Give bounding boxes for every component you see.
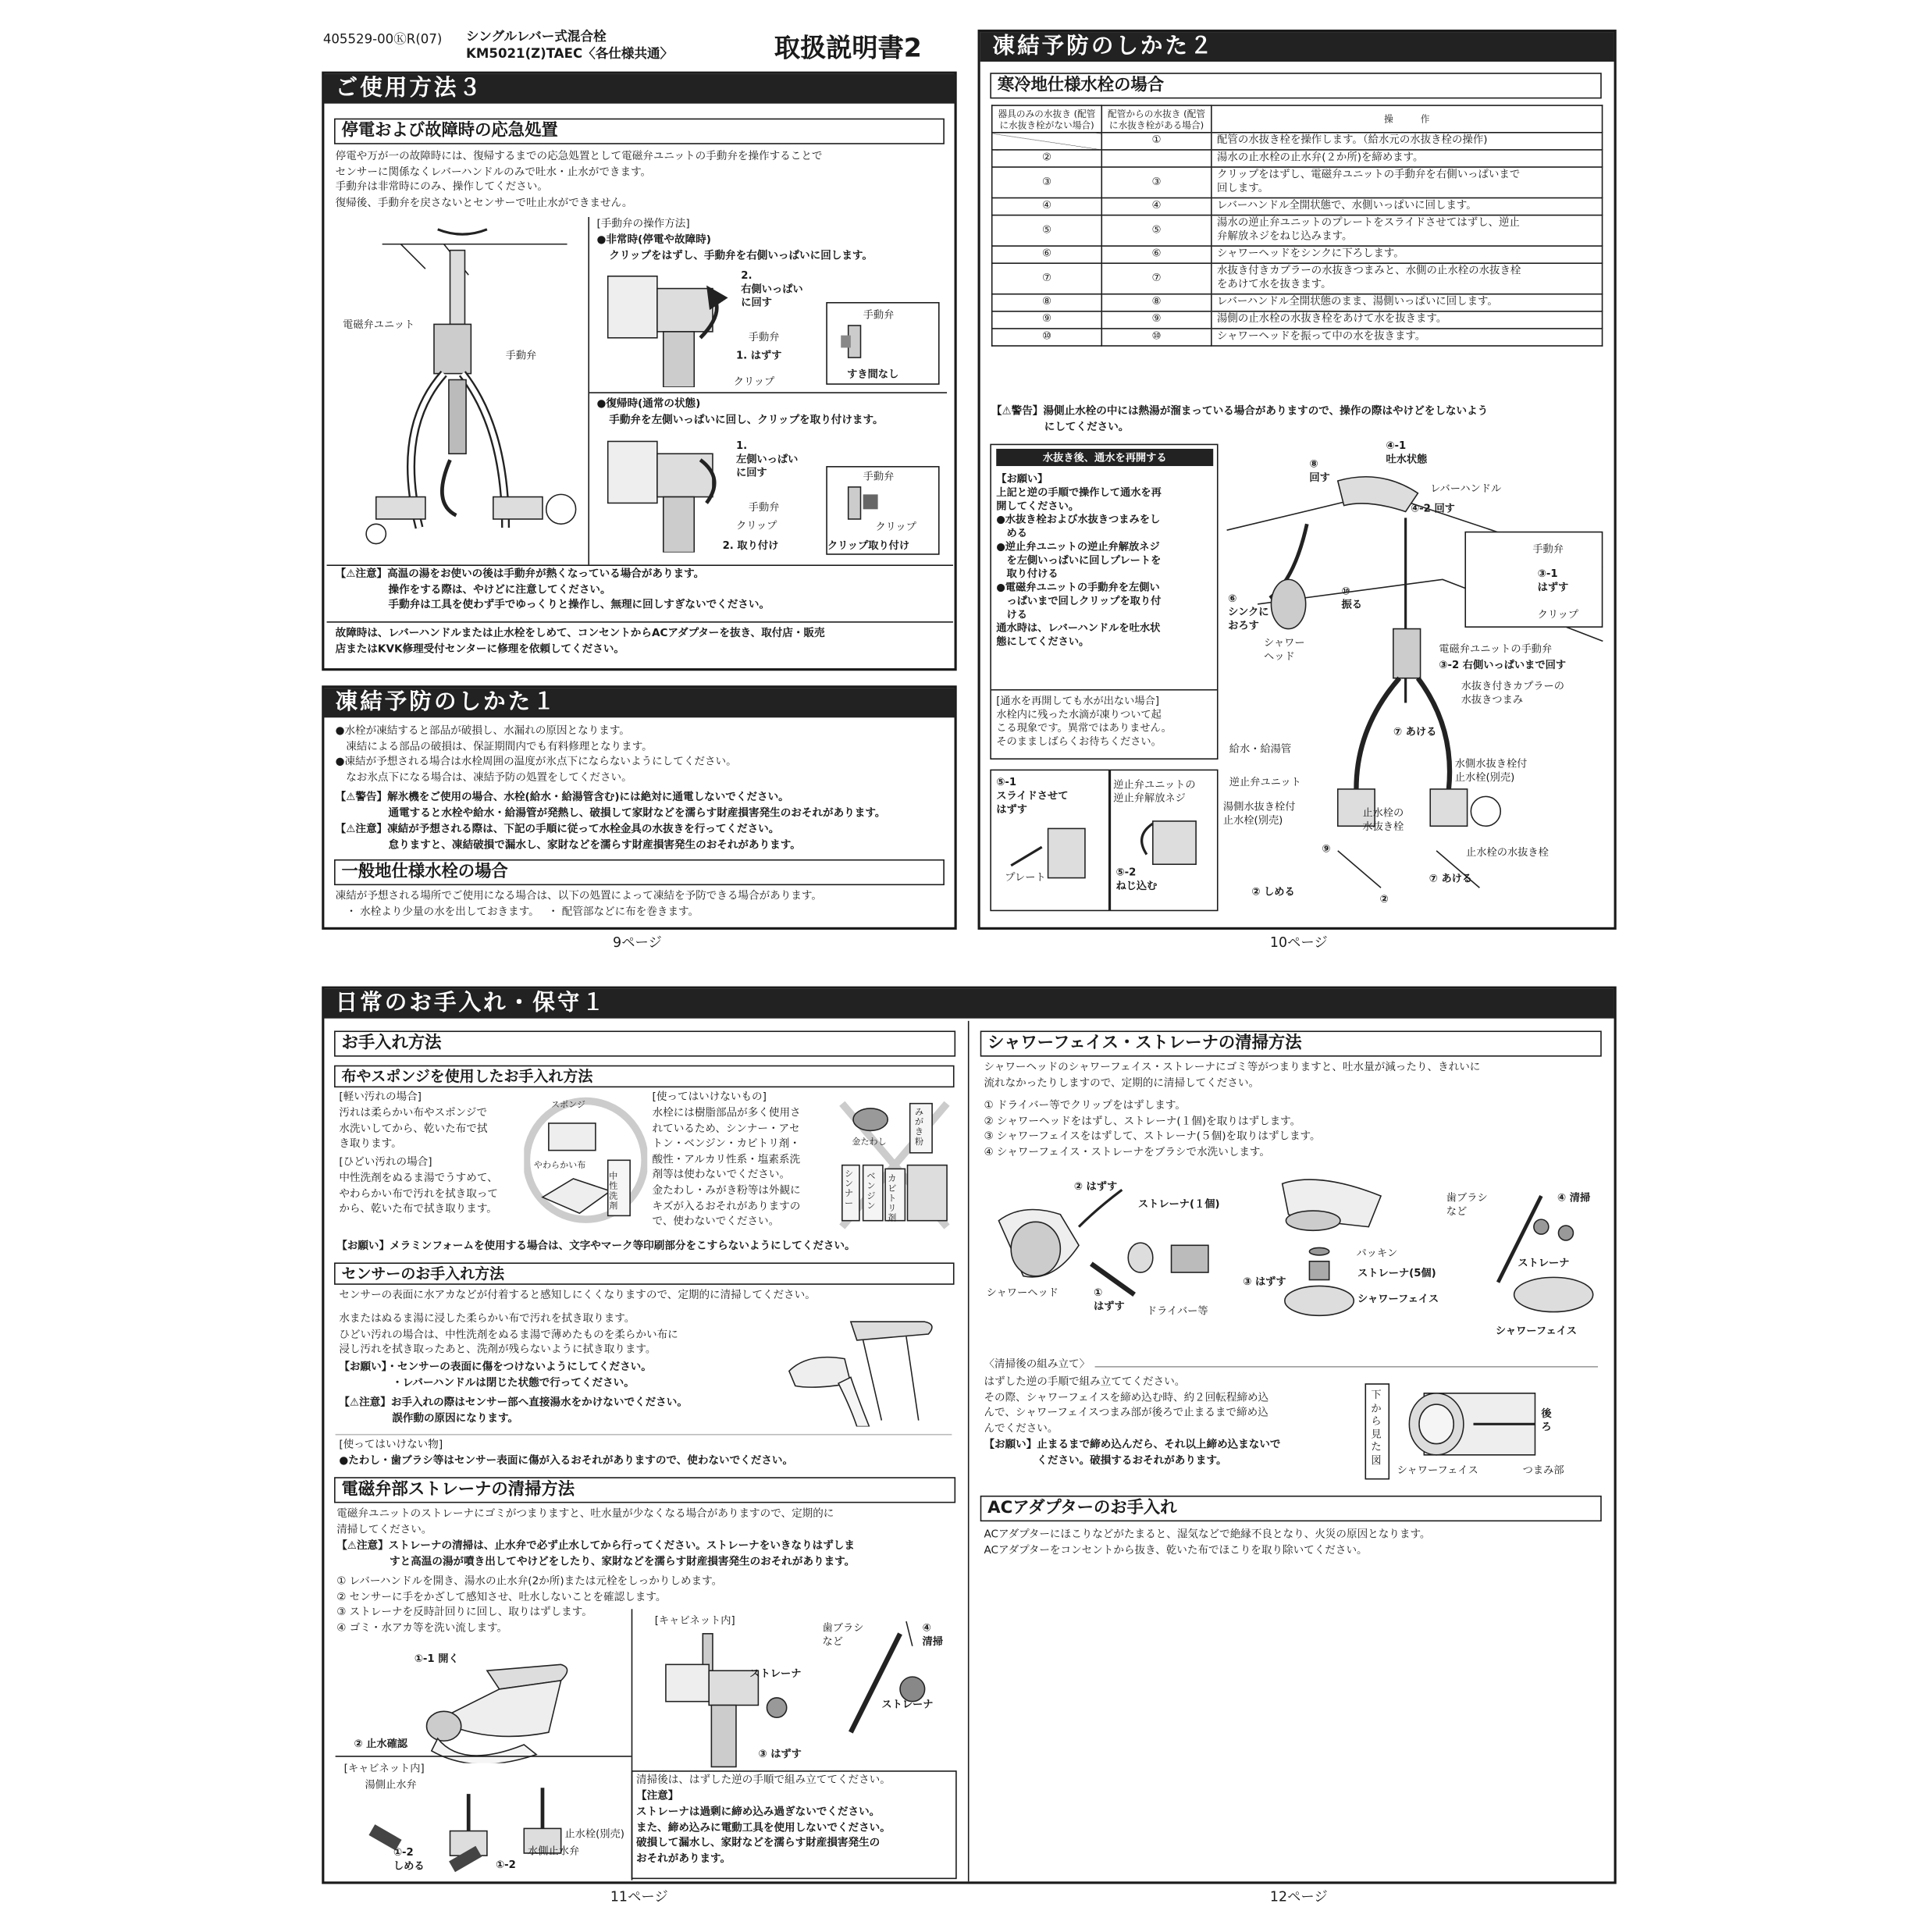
fig-step2-remove: ② はずす [1073, 1179, 1118, 1193]
fig-step4-clean: ④ 清掃 [922, 1621, 943, 1648]
sensor-care-request: 【お願い】・センサーの表面に傷をつけないようにしてください。 ・レバーハンドルは閉じた状態で行ってください。 [339, 1361, 652, 1389]
fig-stop-valve-sold: 止水栓(別売) [564, 1827, 624, 1840]
fig-hot-stop-valve: 湯側止水弁 [365, 1777, 417, 1791]
emg-step2: 2. 右側いっぱい に回す [741, 269, 803, 308]
sensor-ng-divider [336, 1434, 952, 1436]
sensor-care-caution: 【⚠注意】お手入れの際はセンサー部へ直接湯水をかけないでください。 誤作動の原因になります。 [339, 1397, 688, 1425]
recovery-desc: 手動弁を左側いっぱいに回し、クリップを取り付けます。 [609, 414, 884, 427]
th-pipe-drain: 配管からの水抜き (配管に水抜き栓がある場合) [1101, 105, 1212, 133]
sensor-care-body: 水またはぬるま湯に浸した柔らかい布で汚れを拭き取ります。 ひどい汚れの場合は、中性洗剤をぬるま湯で薄めたものを柔らかい布に 浸し汚れを拭き取ったあと、洗剤が残らないように拭き取ります。 [339, 1313, 678, 1357]
emg-clip-label: クリップ [733, 375, 775, 387]
drain-ops-row [992, 215, 1603, 246]
p11-12-divider [968, 1021, 970, 1881]
fig-coupler-knob: 水抜き付きカプラーの 水抜きつまみ [1461, 679, 1564, 706]
emg-valve-detail-label: 手動弁 [863, 308, 895, 321]
ac-adapter-body: ACアダプターにほこりなどがたまると、湿気などで絶縁不良となり、火災の原因となります。 ACアダプターをコンセントから抜き、乾いた布でほこりを取り除いてください。 [984, 1528, 1431, 1557]
faucet-pipes-figure [333, 219, 585, 558]
rec-valve-detail-label: 手動弁 [863, 469, 895, 482]
strainer-intro: 電磁弁ユニットのストレーナにゴミがつまりますと、吐水量が少なくなる場合がありますので、定期的に 清掃してください。 [336, 1507, 834, 1536]
fig-strainer-1: ストレーナ(１個) [1137, 1197, 1220, 1210]
assembly-body: はずした逆の手順で組み立ててください。 その際、シャワーフェイスを締め込む時、約２回転程締め込 んで、シャワーフェイスつまみ部が後ろで止まるまで締め込 んでください。 [984, 1375, 1269, 1436]
assembly-request: 【お願い】止まるまで締め込んだら、それ以上締め込まないで ください。破損するおそれがあります。 [984, 1439, 1281, 1467]
label-solenoid-unit: 電磁弁ユニット [343, 318, 415, 331]
fig-cold-stop-valve: 水側水抜き栓付 止水栓(別売) [1454, 756, 1528, 783]
drain-ops-cell-b: ⑥ [1101, 246, 1212, 263]
fig-step3-remove: ③ はずす [1243, 1275, 1286, 1287]
sensor-care-heading: センサーのお手入れ方法 [334, 1262, 954, 1284]
shower-strainer-heading: シャワーフェイス・ストレーナの清掃方法 [980, 1030, 1602, 1056]
drain-ops-row [992, 294, 1603, 311]
cloth-sponge-heading: 布やスポンジを使用したお手入れ方法 [334, 1066, 954, 1087]
fig-cold-stop-valve: 水側止水弁 [528, 1844, 580, 1857]
p9-emergency-heading: 停電および故障時の応急処置 [334, 119, 945, 144]
assembly-heading: 〈清掃後の組み立て〉 [984, 1357, 1094, 1373]
emg-valve-label: 手動弁 [748, 330, 780, 343]
general-faucet-heading: 一般地仕様水栓の場合 [334, 859, 945, 885]
drain-ops-row [992, 311, 1603, 329]
care-method-heading: お手入れ方法 [334, 1030, 955, 1056]
drain-ops-row [992, 263, 1603, 294]
cabinet-divider-h [336, 1756, 632, 1757]
p9-fig-divider [588, 217, 589, 564]
general-faucet-body: 凍結が予想される場所でご使用になる場合は、以下の処置によって凍結を予防できる場合があります。 ・ 水栓より少量の水を出しておきます。 ・ 配管部などに布を巻きます。 [335, 890, 822, 919]
fig-step3-remove: ③ はずす [758, 1747, 802, 1759]
rec-detail-icon [836, 485, 885, 525]
fig-thinner: シンナー [844, 1169, 854, 1208]
release-screw-figure [1122, 811, 1214, 873]
drain-ops-cell-op: 湯側の止水栓の水抜き栓をあけて水を抜きます。 [1212, 311, 1603, 329]
fig-polishing-powder: みがき粉 [914, 1107, 924, 1147]
p10-section-freeze2: 凍結予防のしかた２ [980, 32, 1614, 62]
drain-ops-cell-b: ⑩ [1101, 329, 1212, 346]
th-operation: 操 作 [1212, 105, 1603, 133]
drain-ops-cell-op: レバーハンドル全開状態で、水側いっぱいに回します。 [1212, 198, 1603, 215]
fig-soft-cloth: やわらかい布 [533, 1160, 586, 1170]
drain-ops-table [991, 105, 1603, 347]
fig-check-valve-unit: 逆止弁ユニット [1229, 775, 1301, 788]
drain-ops-cell-a: ⑧ [992, 294, 1102, 311]
rec-attached: クリップ取り付け [827, 539, 910, 552]
melamine-request: 【お願い】メラミンフォームを使用する場合は、文字やマーク等印刷部分をこすらないようにしてください。 [336, 1240, 856, 1253]
fig-packing: パッキン [1356, 1246, 1398, 1259]
p11-section-maintenance1: 日常のお手入れ・保守１ [323, 989, 1614, 1019]
drain-ops-row [992, 198, 1603, 215]
fig-steel-wool: 金たわし [852, 1137, 887, 1147]
drain-ops-cell-a: ⑨ [992, 311, 1102, 329]
page-number-12: 12ページ [1269, 1888, 1328, 1905]
fig-step5-1: ⑤-1 スライドさせて はずす [996, 775, 1069, 816]
drain-ops-cell-a: ③ [992, 167, 1102, 197]
p10-warning-hot: 【⚠警告】湯側止水栓の中には熱湯が溜まっている場合がありますので、操作の際はやけどをしないよう にしてください。 [991, 405, 1489, 434]
fig-step8: ⑧ 回す [1309, 457, 1330, 484]
doc-code: 405529-00ⓀR(07) [322, 32, 443, 48]
drain-ops-cell-op: クリップをはずし、電磁弁ユニットの手動弁を右側いっぱいまで 回します。 [1212, 167, 1603, 197]
drain-ops-cell-a: ④ [992, 198, 1102, 215]
freeze1-warning: 【⚠警告】解氷機をご使用の場合、水栓(給水・給湯管含む)には絶対に通電しないでください。 通電すると水栓や給水・給湯管が発熱し、破損して家財などを濡らす財産損害発生のおそれがあります。 [335, 792, 886, 820]
emg-step1: 1. はずす [735, 348, 782, 361]
rec-clip-label: クリップ [735, 518, 777, 532]
fig-strainer-2: ストレーナ [881, 1697, 934, 1710]
freeze1-caution: 【⚠注意】凍結が予想される際は、下記の手順に従って水栓金具の水抜きを行ってください。 怠りますと、凍結破損で漏水し、家財などを濡らす財産損害発生のおそれがあります。 [335, 824, 801, 852]
heavy-dirt-heading: [ひどい汚れの場合] [339, 1156, 432, 1169]
th-fixture-only: 器具のみの水抜き (配管に水抜き栓がない場合) [992, 105, 1102, 133]
valve-emergency-figure [602, 264, 738, 387]
drain-ops-row [992, 133, 1603, 150]
rec-valve-label: 手動弁 [748, 500, 780, 514]
sensor-ng-body: ●たわし・歯ブラシ等はセンサー表面に傷が入るおそれがありますので、使わないでください。 [339, 1454, 794, 1468]
heavy-dirt-body: 中性洗剤をぬるま湯でうすめて、 やわらかい布で汚れを拭き取って から、乾いた布で拭き取ります。 [339, 1172, 498, 1216]
fig-neutral-detergent: 中性洗剤 [609, 1171, 618, 1212]
label-manual-valve: 手動弁 [505, 348, 537, 361]
drain-ops-row [992, 246, 1603, 263]
p9-section-freeze1: 凍結予防のしかた１ [323, 688, 955, 717]
sensor-wipe-figure [783, 1309, 955, 1426]
after-clean-caution: ストレーナは過剰に締め込み過ぎないでください。 また、締め込みに電動工具を使用しないでください。 破損して漏水し、家財などを濡らす財産損害発生の おそれがあります。 [636, 1806, 891, 1866]
fig-step10: ⑩ 振る [1341, 584, 1362, 610]
drain-ops-cell-a: ⑩ [992, 329, 1102, 346]
drain-ops-cell-b: ③ [1101, 167, 1212, 197]
p9-repair-note: 故障時は、レバーハンドルまたは止水栓をしめて、コンセントからACアダプターを抜き、取付店・販売 店またはKVK修理受付センターに修理を依頼してください。 [335, 627, 825, 656]
manual-valve-op-title: [手動弁の操作方法] [596, 218, 690, 231]
drain-ops-cell-op: 水抜き付きカプラーの水抜きつまみと、水側の止水栓の水抜き栓 をあけて水を抜きます。 [1212, 263, 1603, 294]
emg-no-gap: すき間なし [847, 367, 899, 380]
fig-step2-confirm: ② 止水確認 [354, 1737, 408, 1750]
fig-knob: つまみ部 [1522, 1463, 1564, 1476]
valve-recovery-figure [602, 429, 738, 553]
fig-step7-open: ⑦ あける [1393, 724, 1437, 738]
drain-ops-cell-a: ⑤ [992, 215, 1102, 246]
fig-step1-1-open: ①-1 開く [414, 1652, 459, 1665]
emg-detail-icon [836, 323, 885, 363]
drain-ops-row [992, 167, 1603, 197]
prohibited-heading: [使ってはいけないもの] [652, 1091, 767, 1104]
p9-repair-divider [327, 621, 953, 623]
restart-request: 【お願い】 上記と逆の手順で操作して通水を再 開してください。 ●水抜き栓および水抜きつまみをし める ●逆止弁ユニットの逆止弁解放ネジ を左側いっぱいに回しプレートを 取り付ける ●電磁弁ユニットの手動弁を左側い っぱいまで回しクリップを取り付 ける 通水時は、レバーハンドルを吐水状 態にしてください。 [996, 471, 1162, 648]
fig-step3-1: ③-1 はずす [1537, 567, 1569, 593]
drain-ops-cell-op: シャワーヘッドをシンクに下ろします。 [1212, 246, 1603, 263]
p9-op-divider [589, 392, 947, 393]
drain-ops-cell-op: レバーハンドル全開状態のまま、湯側いっぱいに回します。 [1212, 294, 1603, 311]
fig-step4-1: ④-1 吐水状態 [1386, 439, 1428, 465]
rec-step2: 2. 取り付け [722, 539, 779, 552]
drain-ops-cell-b: ⑤ [1101, 215, 1212, 246]
drain-ops-cell-b: ⑦ [1101, 263, 1212, 294]
restart-heading: 水抜き後、通水を再開する [996, 449, 1213, 466]
light-dirt-body: 汚れは柔らかい布やスポンジで 水洗いしてから、乾いた布で拭 き取ります。 [339, 1107, 488, 1151]
model-name: シングルレバー式混合栓 [466, 29, 607, 44]
fig-shower-face-3: シャワーフェイス [1397, 1463, 1478, 1476]
drain-ops-cell-op: 湯水の止水栓の止水弁(２か所)を締めます。 [1212, 150, 1603, 167]
fig-supply-pipes: 給水・給湯管 [1229, 742, 1292, 755]
fig-step7-open-b: ⑦ あける [1429, 871, 1473, 884]
fig-step4-2: ④-2 回す [1410, 501, 1455, 514]
shower-face-bottom-figure [1400, 1387, 1548, 1461]
shower-strainer-intro: シャワーヘッドのシャワーフェイス・ストレーナにゴミ等がつまりますと、吐水量が減ったり、きれいに 流れなかったりしますので、定期的に清掃してください。 [984, 1061, 1481, 1090]
fig-step3-2: ③-2 右側いっぱいまで回す [1439, 658, 1567, 671]
cold-region-heading: 寒冷地仕様水栓の場合 [990, 73, 1601, 98]
after-clean-text: 清掃後は、はずした逆の手順で組み立ててください。 [636, 1774, 891, 1787]
fig-shower-face-2: シャワーフェイス [1495, 1324, 1578, 1337]
fig-step2-b: ② [1379, 892, 1389, 906]
fig-toothbrush-2: 歯ブラシ など [1446, 1190, 1488, 1217]
drain-ops-cell-a: ⑥ [992, 246, 1102, 263]
fig-benzine: ベンジン [866, 1171, 876, 1212]
drain-ops-cell-b: ④ [1101, 198, 1212, 215]
fig-step2-close: ② しめる [1251, 885, 1295, 898]
fig-step9: ⑨ [1322, 841, 1331, 855]
rec-step1: 1. 左側いっぱい に回す [735, 439, 799, 479]
doc-title: 取扱説明書2 [774, 33, 922, 63]
fig-lever-handle: レバーハンドル [1430, 482, 1502, 495]
no-water-note: [通水を再開しても水が出ない場合] 水栓内に残った水滴が凍りついて起 こる現象です。異常ではありません。 そのまましばらくお待ちください。 [996, 694, 1172, 748]
drain-ops-cell-b [1101, 150, 1212, 167]
fig-step6: ⑥ シンクに おろす [1228, 592, 1269, 632]
fig-back: 後 ろ [1541, 1407, 1552, 1433]
fig-shower-head-label: シャワーヘッド [986, 1286, 1059, 1299]
rec-clip-detail: クリップ [875, 520, 916, 533]
fig-shower-head: シャワー ヘッド [1263, 636, 1305, 663]
fig-hot-stop-valve: 湯側水抜き栓付 止水栓(別売) [1222, 800, 1296, 827]
lever-open-figure [413, 1658, 628, 1763]
fig-clip: クリップ [1537, 607, 1579, 621]
p9-emergency-body: 停電や万が一の故障時には、復帰するまでの応急処置として電磁弁ユニットの手動弁を操作することで センサーに関係なくレバーハンドルのみで吐水・止水ができます。 手動弁は非常時にのみ、操作してください。 復帰後、手動弁を戻さないとセンサーで吐止水ができません。 [335, 150, 823, 210]
drain-ops-row [992, 150, 1603, 167]
fig-step1-2-close: ①-2 しめる [393, 1845, 425, 1872]
fig-step1-remove: ① はずす [1094, 1286, 1125, 1312]
drain-ops-cell-b: ⑨ [1101, 311, 1212, 329]
page-number-11: 11ページ [610, 1888, 668, 1905]
fig-manual-valve: 手動弁 [1532, 542, 1564, 555]
drain-ops-cell-op: シャワーヘッドを振って中の水を抜きます。 [1212, 329, 1603, 346]
sensor-ng-heading: [使ってはいけない物] [339, 1439, 443, 1452]
sensor-care-intro: センサーの表面に水アカなどが付着すると感知しにくくなりますので、定期的に清掃してください。 [339, 1290, 816, 1302]
fig-mold-remover: カビトリ剤 [888, 1173, 897, 1223]
emergency-desc: クリップをはずし、手動弁を右側いっぱいに回します。 [609, 250, 873, 263]
page-number-10: 10ページ [1269, 934, 1328, 951]
fig-driver: ドライバー等 [1146, 1304, 1208, 1317]
fig-strainer: ストレーナ [749, 1667, 802, 1680]
fig-step5-2: ⑤-2 ねじ込む [1115, 865, 1158, 891]
fig-strainer-3: ストレーナ [1517, 1256, 1570, 1269]
fig-cabinet-label-2: [キャビネット内] [654, 1614, 735, 1627]
drain-ops-cell-a: ② [992, 150, 1102, 167]
fig-step1-2b: ①-2 [495, 1858, 516, 1871]
fig-release-screw: 逆止弁ユニットの 逆止弁解放ネジ [1113, 777, 1196, 804]
p9-caution-hot: 【⚠注意】高温の湯をお使いの後は手動弁が熱くなっている場合があります。 操作をする際は、やけどに注意してください。 手動弁は工具を使わず手でゆっくりと操作し、無理に回しすぎないでください。 [335, 568, 770, 612]
drain-ops-cell-a: ⑦ [992, 263, 1102, 294]
fig-drain-plug: 止水栓の 水抜き栓 [1362, 806, 1404, 833]
drain-ops-cell-b: ① [1101, 133, 1212, 150]
strainer-steps: ① レバーハンドルを開き、湯水の止水弁(2か所)または元栓をしっかりしめます。 ② センサーに手をかざして感知させ、吐水しないことを確認します。 ③ ストレーナを反時計回りに回し、取りはずします。 ④ ゴミ・水アカ等を洗い流します。 [336, 1575, 723, 1635]
fig-drain-plug-2: 止水栓の水抜き栓 [1466, 845, 1549, 859]
fig-plate: プレート [1005, 870, 1046, 883]
fig-cabinet-label: [キャビネット内] [343, 1762, 425, 1774]
restart-divider [991, 689, 1217, 691]
drain-ops-cell-op: 配管の水抜き栓を操作します。（給水元の水抜き栓の操作) [1212, 133, 1603, 150]
drain-ops-cell-b: ⑧ [1101, 294, 1212, 311]
ac-adapter-heading: ACアダプターのお手入れ [980, 1496, 1602, 1521]
freeze1-body: ●水栓が凍結すると部品が破損し、水漏れの原因となります。 凍結による部品の破損は、保証期間内でも有料修理となります。 ●凍結が予想される場合は水栓周囲の温度が氷点下にならないようにしてください。 なお氷点下になる場合は、凍結予防の処置をしてください。 [335, 724, 737, 785]
p9-caution-divider [327, 564, 953, 566]
prohibited-body: 水栓には樹脂部品が多く使用さ れているため、シンナー・アセ トン・ベンジン・カビトリ剤・ 酸性・アルカリ性系・塩素系洗 剤等は使わないでください。 金たわし・みがき粉等は外観に キズが入るおそれがありますの で、使わないでください。 [652, 1107, 801, 1229]
page-number-9: 9ページ [613, 934, 662, 951]
fig-bottom-view: 下から見た図 [1371, 1388, 1382, 1466]
drain-ops-cell-a [992, 133, 1102, 150]
fig-solenoid-manual: 電磁弁ユニットの手動弁 [1439, 642, 1553, 655]
p9-section-usage3: ご使用方法３ [323, 74, 955, 104]
light-dirt-heading: [軽い汚れの場合] [339, 1091, 422, 1104]
recovery-heading: ●復帰時(通常の状態) [596, 398, 701, 411]
fig-toothbrush: 歯ブラシ など [822, 1621, 864, 1648]
drain-ops-cell-op: 湯水の逆止弁ユニットのプレートをスライドさせてはずし、逆止 弁解放ネジをねじ込みます。 [1212, 215, 1603, 246]
solenoid-strainer-heading: 電磁弁部ストレーナの清掃方法 [334, 1477, 955, 1503]
fig-shower-face: シャワーフェイス [1357, 1292, 1439, 1305]
assembly-divider [1080, 1366, 1598, 1368]
drain-ops-row [992, 329, 1603, 346]
fig-strainer-5: ストレーナ(5個) [1357, 1266, 1436, 1279]
strainer-caution: 【⚠注意】ストレーナの清掃は、止水弁で必ず止水してから行ってください。ストレーナをいきなりはずしま すと高温の湯が噴き出してやけどをしたり、家財などを濡らす財産損害発生のおそれがあります。 [336, 1539, 856, 1568]
after-clean-caution-heading: 【注意】 [636, 1790, 679, 1803]
fig-step4-clean-2: ④ 清掃 [1557, 1190, 1591, 1204]
model-number: KM5021(Z)TAEC〈各仕様共通〉 [466, 47, 674, 62]
emergency-heading: ●非常時(停電や故障時) [596, 234, 711, 247]
fig-sponge: スポンジ [551, 1099, 585, 1110]
shower-strainer-steps: ① ドライバー等でクリップをはずします。 ② シャワーヘッドをはずし、ストレーナ(１個)を取りはずします。 ③ シャワーフェイスをはずして、ストレーナ(５個)を取りはずします。 ④ シャワーフェイス・ストレーナをブラシで水洗いします。 [984, 1099, 1321, 1159]
